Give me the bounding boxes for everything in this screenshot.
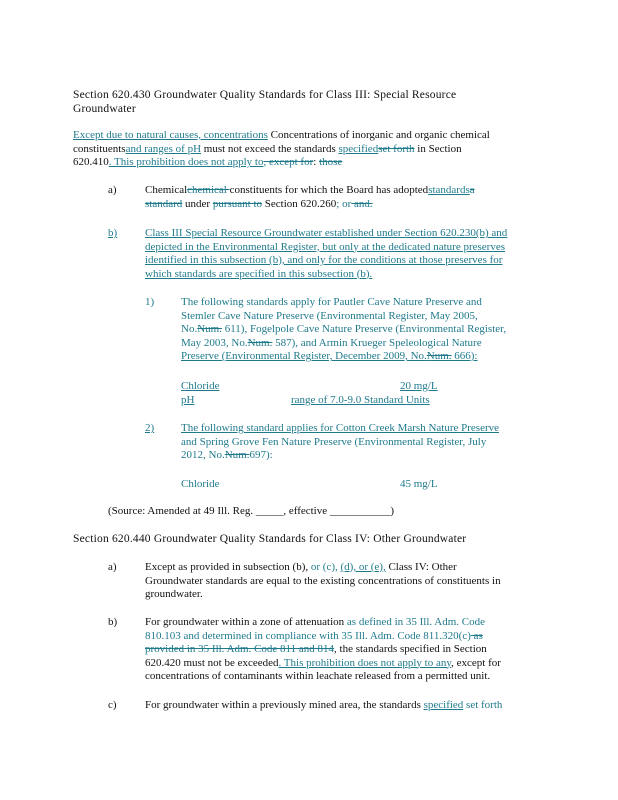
source-note: (Source: Amended at 49 Ill. Reg. _____, effective ___________) <box>108 505 395 517</box>
line <box>145 561 545 575</box>
text: Class IV: Other <box>385 561 457 573</box>
standard-name-chloride-2: Chloride <box>181 478 220 490</box>
deletion: those <box>319 156 343 168</box>
line <box>181 323 551 337</box>
deletion: and. <box>351 197 373 210</box>
deletion: a <box>469 184 475 196</box>
line: which standards are specified in this subsection (b). <box>145 267 373 280</box>
line: groundwater. <box>145 588 203 600</box>
text: constituents for which the Board has adopted <box>229 184 429 196</box>
line: The following standard applies for Cotton Creek Marsh Nature Preserve <box>181 422 499 434</box>
sec440-c-label: c) <box>108 699 117 711</box>
text: For groundwater within a zone of attenuation <box>145 616 345 628</box>
intro-paragraph <box>73 129 543 170</box>
sec440-a-label: a) <box>108 561 117 573</box>
text: 620.410 <box>73 156 109 168</box>
section-620-440-heading: Section 620.440 Groundwater Quality Standards for Class IV: Other Groundwater <box>73 533 467 545</box>
subsection-a-label: a) <box>108 184 117 196</box>
text: 587), and Armin Krueger Speleological Nature <box>272 336 482 349</box>
text: For groundwater within a previously mined area, the standards <box>145 699 424 711</box>
text: Chemical <box>145 184 188 196</box>
insertion: . This prohibition does not apply to any <box>278 656 452 669</box>
insertion: and ranges of pH <box>125 142 202 155</box>
insertion: as defined in 35 Ill. Adm. Code <box>344 616 486 628</box>
line: and Spring Grove Fen Nature Preserve (Environmental Register, July <box>181 435 487 448</box>
insertion: set forth <box>463 699 503 711</box>
text: 666): <box>451 350 478 362</box>
deletion: as <box>470 629 483 642</box>
deletion: Num. <box>197 323 222 335</box>
item-1-text <box>181 296 551 364</box>
line <box>145 198 545 212</box>
sec440-b-label: b) <box>108 616 118 628</box>
line: Stemler Cave Nature Preserve (Environmental Register, May 2005, <box>181 309 478 322</box>
text: Concentrations of inorganic and organic chemical <box>267 129 490 141</box>
deletion: set forth <box>378 142 415 155</box>
heading-line-2: Groundwater <box>73 102 136 115</box>
text: Section 620.260 <box>262 197 337 210</box>
text: Except as provided in subsection (b), <box>145 561 311 573</box>
text: No. <box>181 323 198 335</box>
item-2-label: 2) <box>145 422 155 434</box>
sec440-a-text <box>145 561 545 602</box>
item-1-label: 1) <box>145 296 155 308</box>
insertion: (d), or (e), <box>340 561 386 573</box>
standard-value-chloride: 20 mg/L <box>400 380 438 392</box>
line <box>181 350 551 364</box>
line: concentrations of contaminants within leachate released from a permitted unit. <box>145 670 491 682</box>
line: depicted in the Environmental Register, but only at the dedicated nature preserves <box>145 240 505 253</box>
line <box>145 699 555 713</box>
line: identified in this subsection (b), and only for the conditions at those preserves for <box>145 254 503 266</box>
line: Groundwater standards are equal to the existing concentrations of constituents in <box>145 574 501 587</box>
item-2-text <box>181 422 551 463</box>
text: May 2003, No. <box>181 336 248 349</box>
text: , except for <box>451 656 501 669</box>
insertion: . This prohibition does not apply to <box>108 156 264 168</box>
line <box>181 337 551 351</box>
standard-value-chloride-2: 45 mg/L <box>400 478 438 490</box>
line <box>145 616 555 630</box>
deletion: Num. <box>426 350 452 362</box>
insertion: specified <box>423 699 464 711</box>
sec440-c-text <box>145 699 555 713</box>
insertion: 810.103 and determined in compliance with 35 Ill. Adm. Code 811.320(c) <box>145 629 471 642</box>
heading-line-1: Section 620.430 Groundwater Quality Standards for Class III: Special Resource <box>73 89 457 101</box>
text: 611), Fogelpole Cave Nature Preserve (Environmental Register, <box>221 323 507 335</box>
text: , the standards specified in Section <box>334 643 487 655</box>
line <box>145 643 555 657</box>
insertion: standards <box>428 184 470 196</box>
text: 697): <box>249 449 273 461</box>
deletion: pursuant to <box>212 197 263 210</box>
line: The following standards apply for Pautler Cave Nature Preserve and <box>181 296 482 308</box>
standard-name-ph: pH <box>181 394 195 406</box>
standard-name-chloride: Chloride <box>181 380 220 392</box>
insertion: or (c), <box>310 561 338 573</box>
text: Preserve (Environmental Register, December 2009, No. <box>181 350 427 362</box>
text: must not exceed the standards <box>201 142 339 155</box>
deletion: Num. <box>224 449 250 461</box>
deletion: provided in 35 Ill. Adm. Code 811 and 814 <box>145 643 335 655</box>
sec440-b-text <box>145 616 555 684</box>
standard-value-ph: range of 7.0-9.0 Standard Units <box>291 394 430 406</box>
section-620-430-heading <box>73 89 456 116</box>
deletion: Num. <box>247 336 273 349</box>
subsection-a-text <box>145 184 545 211</box>
intro-line-1 <box>73 129 543 143</box>
line <box>145 657 555 671</box>
subsection-b-label: b) <box>108 227 118 239</box>
text: under <box>182 197 213 210</box>
line <box>145 184 545 198</box>
intro-line-2 <box>73 143 543 157</box>
deletion: chemical <box>187 184 230 196</box>
line <box>181 449 551 463</box>
text: 620.420 must not be exceeded <box>145 656 279 669</box>
text: in Section <box>414 142 462 155</box>
line: Class III Special Resource Groundwater established under Section 620.230(b) and <box>145 227 508 239</box>
deletion: standard <box>145 197 183 210</box>
line <box>145 630 555 644</box>
intro-line-3 <box>73 156 543 170</box>
text: 2012, No. <box>181 449 225 461</box>
deletion: , except for <box>263 156 314 168</box>
insertion: ; or <box>336 197 352 210</box>
insertion: Except due to natural causes, concentrations <box>73 129 268 141</box>
subsection-b-text <box>145 227 545 281</box>
text: constituents <box>73 142 126 155</box>
insertion: specified <box>338 142 379 155</box>
text: : <box>313 156 320 168</box>
